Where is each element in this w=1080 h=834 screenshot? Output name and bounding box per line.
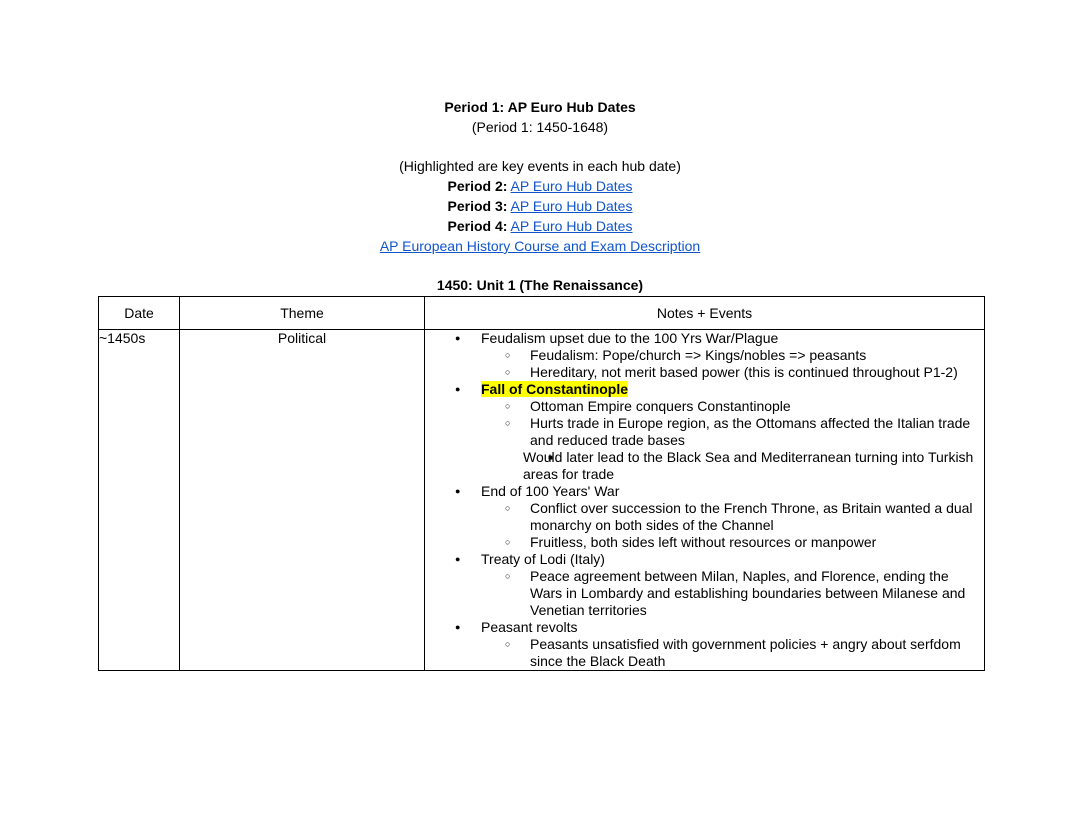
sub-note-item xyxy=(425,636,984,670)
sub-note-list xyxy=(481,347,984,381)
sub-note-item xyxy=(425,500,984,534)
sub-note-item xyxy=(425,398,984,415)
note-text: End of 100 Years' War xyxy=(481,483,620,499)
sub-note-list xyxy=(481,398,984,483)
period2-link[interactable]: AP Euro Hub Dates xyxy=(510,178,633,194)
page-subtitle: (Period 1: 1450-1648) xyxy=(471,119,609,135)
sub-note-item xyxy=(425,415,984,483)
column-header-notes: Notes + Events xyxy=(425,297,985,330)
period4-label: Period 4: xyxy=(447,218,508,234)
sub-note-text: ○ Hereditary, not merit based power (this is continued throughout P1-2) xyxy=(530,364,958,380)
sub-note-list xyxy=(481,568,984,619)
unit-heading: 1450: Unit 1 (The Renaissance) xyxy=(436,277,644,293)
notes-cell xyxy=(425,330,985,671)
sub-note-item xyxy=(425,568,984,619)
period3-label: Period 3: xyxy=(447,198,508,214)
period2-line xyxy=(0,176,1080,196)
sub-note-text: ○ Peace agreement between Milan, Naples, and Florence, ending the Wars in Lombardy and establishing boundaries between Milanese and Venetian territories xyxy=(530,568,966,618)
table-header-row xyxy=(99,297,985,330)
column-header-theme: Theme xyxy=(180,297,425,330)
sub-note-text: ○ Hurts trade in Europe region, as the Ottomans affected the Italian trade and reduced trade bases xyxy=(530,415,971,448)
period2-label: Period 2: xyxy=(447,178,508,194)
course-description-link[interactable]: AP European History Course and Exam Description xyxy=(379,238,701,254)
note-text: Feudalism upset due to the 100 Yrs War/Plague xyxy=(481,330,779,346)
theme-cell: Political xyxy=(180,330,425,671)
sub-note-text: ○ Feudalism: Pope/church => Kings/nobles => peasants xyxy=(530,347,867,363)
sub-note-text: ○ Fruitless, both sides left without resources or manpower xyxy=(530,534,877,550)
note-text: Peasant revolts xyxy=(481,619,578,635)
notes-list xyxy=(425,330,984,670)
table-row xyxy=(99,330,985,671)
links-block xyxy=(0,156,1080,256)
title-block xyxy=(0,97,1080,137)
note-item xyxy=(425,619,984,670)
page-title: Period 1: AP Euro Hub Dates xyxy=(444,99,636,115)
sub-note-item xyxy=(425,534,984,551)
sub-note-item xyxy=(425,364,984,381)
note-item xyxy=(425,551,984,619)
period4-link[interactable]: AP Euro Hub Dates xyxy=(510,218,633,234)
note-text: Treaty of Lodi (Italy) xyxy=(481,551,605,567)
date-cell: ~1450s xyxy=(99,330,180,671)
note-item xyxy=(425,483,984,551)
column-header-date: Date xyxy=(99,297,180,330)
note-item xyxy=(425,330,984,381)
highlight-note: (Highlighted are key events in each hub date) xyxy=(399,158,681,174)
note-item xyxy=(425,381,984,483)
sub-sub-note-text: Would later lead to the Black Sea and Mediterranean turning into Turkish areas for trade xyxy=(523,449,974,482)
period4-line xyxy=(0,216,1080,236)
sub-sub-note-item xyxy=(418,449,984,483)
sub-note-text: ○ Conflict over succession to the French Throne, as Britain wanted a dual monarchy on both sides of the Channel xyxy=(530,500,973,533)
period3-line xyxy=(0,196,1080,216)
course-line xyxy=(0,236,1080,256)
key-event-highlight: Fall of Constantinople xyxy=(481,381,628,397)
sub-note-list xyxy=(481,500,984,551)
sub-note-item xyxy=(425,347,984,364)
sub-note-list xyxy=(481,636,984,670)
sub-note-text: ○ Peasants unsatisfied with government policies + angry about serfdom since the Black Death xyxy=(530,636,961,669)
sub-sub-note-list xyxy=(474,449,984,483)
sub-note-text: ○ Ottoman Empire conquers Constantinople xyxy=(530,398,791,414)
hub-dates-table xyxy=(98,296,985,671)
period3-link[interactable]: AP Euro Hub Dates xyxy=(510,198,633,214)
